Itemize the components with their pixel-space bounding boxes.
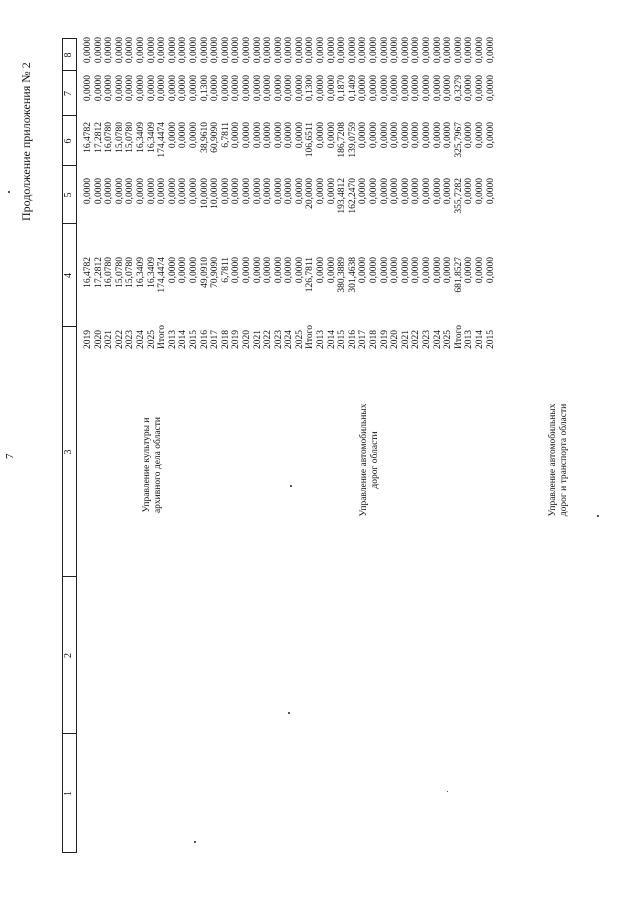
column-7-cell: 0,0000 — [432, 75, 443, 102]
column-4-cell: 0,0000 — [464, 257, 475, 284]
column-6-cell: 17,2812 — [93, 122, 104, 153]
column-7-cell: 0,0000 — [400, 75, 411, 102]
column-4-cell: 16,0780 — [104, 257, 115, 288]
year-column — [83, 309, 496, 349]
header-col-8: 8 — [63, 52, 74, 58]
column-5-cell: 0,0000 — [358, 178, 369, 205]
column-7-cell: 0,3279 — [453, 75, 464, 102]
column-4-values — [83, 257, 496, 307]
column-4-cell: 0,0000 — [294, 257, 305, 284]
column-5-cell: 0,0000 — [464, 178, 475, 205]
column-5-cell: 0,0000 — [83, 178, 93, 205]
column-7-cell: 0,0000 — [474, 75, 485, 102]
year-cell: 2025 — [146, 330, 157, 349]
column-5-cell: 0,0000 — [400, 178, 411, 205]
column-6-cell: 106,6511 — [305, 122, 316, 158]
column-4-cell: 0,0000 — [390, 257, 401, 284]
column-4-cell: 17,2812 — [93, 257, 104, 288]
column-8-cell: 0,0000 — [316, 37, 327, 64]
year-cell: 2022 — [114, 330, 125, 349]
column-8-cell: 0,0000 — [326, 37, 337, 64]
column-6-cell: 60,9090 — [210, 122, 221, 153]
column-8-cell: 0,0000 — [125, 37, 136, 64]
column-7-cell: 0,0000 — [316, 75, 327, 102]
column-5-cell: 0,0000 — [326, 178, 337, 205]
year-cell: 2023 — [422, 330, 432, 349]
column-6-cell: 139,0759 — [347, 122, 358, 158]
column-5-cell: 0,0000 — [178, 178, 189, 205]
column-4-cell: 0,0000 — [432, 257, 443, 284]
year-cell: 2021 — [104, 330, 115, 349]
column-4-cell: 0,0000 — [284, 257, 295, 284]
column-8-cell: 0,0000 — [443, 37, 454, 64]
column-8-cell: 0,0000 — [188, 37, 199, 64]
year-cell: 2022 — [411, 330, 422, 349]
column-7-cell: 0,0000 — [443, 75, 454, 102]
column-7-cell: 0,0000 — [157, 75, 168, 102]
column-6-cell: 0,0000 — [358, 122, 369, 149]
column-6-cell: 0,0000 — [263, 122, 274, 149]
column-6-cell: 186,7208 — [337, 122, 348, 158]
column-6-cell: 16,3409 — [135, 122, 146, 153]
column-4-cell: 15,0780 — [125, 257, 136, 288]
column-5-cell: 0,0000 — [474, 178, 485, 205]
year-cell: 2019 — [379, 330, 390, 349]
year-cell: 2021 — [252, 330, 263, 349]
year-cell: 2018 — [369, 330, 380, 349]
column-4-cell: 0,0000 — [263, 257, 274, 284]
header-col-3: 3 — [63, 449, 74, 455]
column-4-cell: 174,4474 — [157, 257, 168, 293]
column-8-cell: 0,0000 — [93, 37, 104, 64]
column-7-cell: 0,0000 — [422, 75, 432, 102]
page-number: 7 — [4, 453, 16, 459]
column-5-cell: 0,0000 — [135, 178, 146, 205]
year-cell: 2015 — [188, 330, 199, 349]
scan-speck — [597, 515, 599, 517]
column-8-cell: 0,0000 — [231, 37, 242, 64]
year-cell: 2016 — [199, 330, 210, 349]
year-cell: 2024 — [284, 330, 295, 349]
column-7-cell: 0,0000 — [83, 75, 93, 102]
column-6-cell: 0,0000 — [284, 122, 295, 149]
column-6-cell: 0,0000 — [273, 122, 284, 149]
scan-speck — [8, 191, 10, 193]
column-4-cell: 0,0000 — [231, 257, 242, 284]
column-7-cell: 0,0000 — [263, 75, 274, 102]
column-7-cell: 0,0000 — [167, 75, 178, 102]
column-7-cell: 0,0000 — [294, 75, 305, 102]
column-6-cell: 0,0000 — [422, 122, 432, 149]
column-5-cell: 0,0000 — [485, 178, 496, 205]
column-6-cell: 0,0000 — [464, 122, 475, 149]
column-8-cell: 0,0000 — [474, 37, 485, 64]
column-6-cell: 0,0000 — [400, 122, 411, 149]
column-4-cell: 0,0000 — [443, 257, 454, 284]
column-6-cell: 6,7811 — [220, 122, 231, 148]
column-5-values — [83, 178, 496, 223]
column-7-cell: 0,0000 — [231, 75, 242, 102]
column-5-cell: 0,0000 — [443, 178, 454, 205]
column-5-cell: 20,0000 — [305, 178, 316, 209]
column-5-cell: 0,0000 — [369, 178, 380, 205]
year-cell: 2024 — [432, 330, 443, 349]
year-cell: 2013 — [316, 330, 327, 349]
column-5-cell: 0,0000 — [93, 178, 104, 205]
column-8-cell: 0,0000 — [252, 37, 263, 64]
column-5-cell: 0,0000 — [104, 178, 115, 205]
column-7-cell: 0,0000 — [252, 75, 263, 102]
column-4-cell: 0,0000 — [369, 257, 380, 284]
department-transport — [548, 350, 570, 570]
department-roads — [359, 350, 381, 570]
year-cell: 2016 — [347, 330, 358, 349]
column-8-values — [83, 37, 496, 77]
year-cell: 2020 — [93, 330, 104, 349]
column-4-cell: 49,0910 — [199, 257, 210, 288]
year-cell: 2018 — [220, 330, 231, 349]
column-8-cell: 0,0000 — [146, 37, 157, 64]
column-4-cell: 0,0000 — [252, 257, 263, 284]
column-8-cell: 0,0000 — [453, 37, 464, 64]
year-cell: 2022 — [263, 330, 274, 349]
column-6-cell: 0,0000 — [411, 122, 422, 149]
year-cell: 2013 — [464, 330, 475, 349]
column-4-cell: 0,0000 — [474, 257, 485, 284]
header-col-4: 4 — [63, 273, 74, 278]
header-col-1: 1 — [63, 791, 74, 796]
column-5-cell: 0,0000 — [390, 178, 401, 205]
column-4-cell: 0,0000 — [326, 257, 337, 284]
column-5-cell: 355,7282 — [453, 178, 464, 214]
column-7-cell: 0,0000 — [411, 75, 422, 102]
scan-speck — [288, 712, 290, 714]
column-5-cell: 0,0000 — [220, 178, 231, 205]
column-7-cell: 0,0000 — [220, 75, 231, 102]
department-culture-line-2: архивного дела области — [153, 416, 163, 514]
column-6-cell: 0,0000 — [316, 122, 327, 149]
column-4-cell: 0,0000 — [358, 257, 369, 284]
column-7-cell: 0,0000 — [241, 75, 252, 102]
column-4-cell: 16,3409 — [146, 257, 157, 288]
column-5-cell: 10,0000 — [199, 178, 210, 209]
column-5-cell: 0,0000 — [379, 178, 390, 205]
column-6-cell: 0,0000 — [188, 122, 199, 149]
column-6-cell: 16,3409 — [146, 122, 157, 153]
column-5-cell: 0,0000 — [294, 178, 305, 205]
column-7-cell: 0,0000 — [188, 75, 199, 102]
table-header-bottom-border — [76, 38, 77, 853]
column-7-cell: 0,0000 — [104, 75, 115, 102]
year-cell: 2017 — [358, 330, 369, 349]
header-col-6: 6 — [63, 138, 74, 144]
column-4-cell: 0,0000 — [411, 257, 422, 284]
column-4-cell: 16,3409 — [135, 257, 146, 288]
column-8-cell: 0,0000 — [114, 37, 125, 64]
column-7-cell: 0,0000 — [284, 75, 295, 102]
column-7-cell: 0,1300 — [199, 75, 210, 102]
column-4-cell: 301,4638 — [347, 257, 358, 293]
column-8-cell: 0,0000 — [284, 37, 295, 64]
year-cell: 2013 — [167, 330, 178, 349]
column-8-cell: 0,0000 — [199, 37, 210, 64]
column-7-cell: 0,0000 — [210, 75, 221, 102]
department-transport-line-2: дорог и транспорта области — [559, 403, 569, 517]
column-6-cell: 0,0000 — [443, 122, 454, 149]
department-culture — [142, 355, 164, 575]
column-6-cell: 0,0000 — [294, 122, 305, 149]
column-6-cell: 325,7967 — [453, 122, 464, 158]
header-col-5: 5 — [63, 192, 74, 198]
column-6-values — [83, 122, 496, 170]
column-7-cell: 0,0000 — [135, 75, 146, 102]
column-5-cell: 0,0000 — [316, 178, 327, 205]
scan-speck — [447, 791, 448, 792]
column-6-cell: 0,0000 — [432, 122, 443, 149]
column-5-cell: 0,0000 — [167, 178, 178, 205]
column-8-cell: 0,0000 — [432, 37, 443, 64]
header-col-7: 7 — [63, 91, 74, 96]
year-cell: 2019 — [83, 330, 93, 349]
column-8-cell: 0,0000 — [369, 37, 380, 64]
column-7-cell: 0,1409 — [347, 75, 358, 102]
column-8-cell: 0,0000 — [178, 37, 189, 64]
column-8-cell: 0,0000 — [379, 37, 390, 64]
department-transport-line-1: Управление автомобильных — [548, 403, 558, 517]
column-8-cell: 0,0000 — [157, 37, 168, 64]
column-4-cell: 0,0000 — [316, 257, 327, 284]
column-8-cell: 0,0000 — [241, 37, 252, 64]
column-5-cell: 193,4812 — [337, 178, 348, 214]
column-4-cell: 6,7811 — [220, 257, 231, 283]
column-7-cell: 0,0000 — [178, 75, 189, 102]
year-cell: 2023 — [125, 330, 136, 349]
column-4-cell: 0,0000 — [241, 257, 252, 284]
column-5-cell: 0,0000 — [125, 178, 136, 205]
column-5-cell: 0,0000 — [146, 178, 157, 205]
column-8-cell: 0,0000 — [263, 37, 274, 64]
column-5-cell: 10,0000 — [210, 178, 221, 209]
column-4-cell: 0,0000 — [379, 257, 390, 284]
column-8-cell: 0,0000 — [337, 37, 348, 64]
department-roads-line-2: дорог области — [370, 431, 380, 489]
column-8-cell: 0,0000 — [464, 37, 475, 64]
column-8-cell: 0,0000 — [83, 37, 93, 64]
column-5-cell: 0,0000 — [411, 178, 422, 205]
column-7-cell: 0,0000 — [273, 75, 284, 102]
column-7-cell: 0,0000 — [125, 75, 136, 102]
year-cell: 2024 — [135, 330, 146, 349]
year-cell: 2020 — [390, 330, 401, 349]
column-4-cell: 0,0000 — [188, 257, 199, 284]
appendix-caption: Продолжение приложения № 2 — [19, 62, 33, 221]
column-5-cell: 0,0000 — [284, 178, 295, 205]
column-7-cell: 0,1870 — [337, 75, 348, 102]
column-7-cell: 0,1300 — [305, 75, 316, 102]
year-cell: 2014 — [178, 330, 189, 349]
column-6-cell: 0,0000 — [167, 122, 178, 149]
year-cell: 2025 — [294, 330, 305, 349]
column-5-cell: 0,0000 — [432, 178, 443, 205]
column-4-cell: 0,0000 — [422, 257, 432, 284]
column-8-cell: 0,0000 — [347, 37, 358, 64]
column-5-cell: 0,0000 — [273, 178, 284, 205]
column-6-cell: 0,0000 — [252, 122, 263, 149]
year-cell: 2017 — [210, 330, 221, 349]
column-8-cell: 0,0000 — [220, 37, 231, 64]
column-4-cell: 0,0000 — [178, 257, 189, 284]
column-8-cell: 0,0000 — [305, 37, 316, 64]
column-4-cell: 0,0000 — [400, 257, 411, 284]
column-6-cell: 0,0000 — [485, 122, 496, 149]
column-6-cell: 38,9610 — [199, 122, 210, 153]
column-5-cell: 0,0000 — [157, 178, 168, 205]
year-cell: Итого — [305, 324, 316, 349]
column-7-cell: 0,0000 — [146, 75, 157, 102]
column-6-cell: 0,0000 — [326, 122, 337, 149]
column-7-cell: 0,0000 — [326, 75, 337, 102]
year-cell: 2025 — [443, 330, 454, 349]
year-cell: 2015 — [337, 330, 348, 349]
column-4-cell: 16,4782 — [83, 257, 93, 288]
column-6-cell: 0,0000 — [369, 122, 380, 149]
column-7-cell: 0,0000 — [114, 75, 125, 102]
column-7-cell: 0,0000 — [358, 75, 369, 102]
column-5-cell: 0,0000 — [422, 178, 432, 205]
year-cell: 2019 — [231, 330, 242, 349]
column-5-cell: 0,0000 — [241, 178, 252, 205]
column-5-cell: 0,0000 — [231, 178, 242, 205]
column-5-cell: 0,0000 — [188, 178, 199, 205]
column-8-cell: 0,0000 — [273, 37, 284, 64]
column-7-cell: 0,0000 — [379, 75, 390, 102]
header-col-2: 2 — [63, 653, 74, 658]
column-6-cell: 0,0000 — [241, 122, 252, 149]
column-6-cell: 15,0780 — [114, 122, 125, 153]
column-6-cell: 0,0000 — [474, 122, 485, 149]
column-4-cell: 0,0000 — [485, 257, 496, 284]
year-cell: 2021 — [400, 330, 411, 349]
column-7-values — [83, 75, 496, 115]
column-8-cell: 0,0000 — [390, 37, 401, 64]
column-7-cell: 0,0000 — [390, 75, 401, 102]
column-7-cell: 0,0000 — [93, 75, 104, 102]
column-4-cell: 0,0000 — [167, 257, 178, 284]
column-8-cell: 0,0000 — [294, 37, 305, 64]
column-6-cell: 16,0780 — [104, 122, 115, 153]
column-8-cell: 0,0000 — [422, 37, 432, 64]
department-roads-line-1: Управление автомобильных — [359, 403, 369, 517]
year-cell: Итого — [453, 324, 464, 349]
year-cell: 2020 — [241, 330, 252, 349]
column-6-cell: 0,0000 — [379, 122, 390, 149]
year-cell: 2023 — [273, 330, 284, 349]
year-cell: 2014 — [474, 330, 485, 349]
column-8-cell: 0,0000 — [411, 37, 422, 64]
column-4-cell: 15,0780 — [114, 257, 125, 288]
column-8-cell: 0,0000 — [167, 37, 178, 64]
column-4-cell: 70,9090 — [210, 257, 221, 288]
column-8-cell: 0,0000 — [104, 37, 115, 64]
column-4-cell: 380,3889 — [337, 257, 348, 293]
column-8-cell: 0,0000 — [400, 37, 411, 64]
column-6-cell: 0,0000 — [231, 122, 242, 149]
column-6-cell: 174,4474 — [157, 122, 168, 158]
column-5-cell: 0,0000 — [263, 178, 274, 205]
column-5-cell: 0,0000 — [252, 178, 263, 205]
column-5-cell: 0,0000 — [114, 178, 125, 205]
column-7-cell: 0,0000 — [369, 75, 380, 102]
column-5-cell: 162,2470 — [347, 178, 358, 214]
column-4-cell: 681,8527 — [453, 257, 464, 293]
column-8-cell: 0,0000 — [358, 37, 369, 64]
scan-speck — [290, 485, 292, 487]
column-7-cell: 0,0000 — [464, 75, 475, 102]
scan-speck — [194, 841, 196, 843]
department-culture-line-1: Управление культуры и — [142, 417, 152, 513]
year-cell: Итого — [157, 324, 168, 349]
year-cell: 2015 — [485, 330, 496, 349]
year-cell: 2014 — [326, 330, 337, 349]
column-6-cell: 15,0780 — [125, 122, 136, 153]
column-7-cell: 0,0000 — [485, 75, 496, 102]
column-8-cell: 0,0000 — [485, 37, 496, 64]
column-8-cell: 0,0000 — [210, 37, 221, 64]
column-6-cell: 0,0000 — [178, 122, 189, 149]
column-4-cell: 126,7811 — [305, 257, 316, 293]
column-6-cell: 0,0000 — [390, 122, 401, 149]
column-8-cell: 0,0000 — [135, 37, 146, 64]
column-4-cell: 0,0000 — [273, 257, 284, 284]
column-6-cell: 16,4782 — [83, 122, 93, 153]
